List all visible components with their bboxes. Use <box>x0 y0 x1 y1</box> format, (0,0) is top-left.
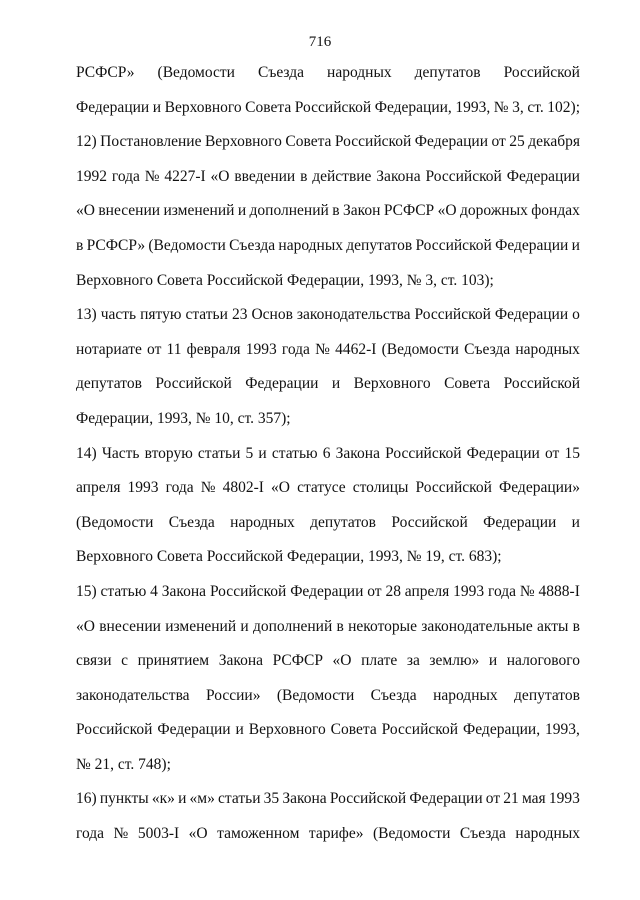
word: 102); <box>547 98 580 116</box>
word: народных <box>433 686 498 704</box>
word: 1993, <box>545 721 580 739</box>
word: и <box>488 652 498 670</box>
word: 4227-I <box>164 167 206 185</box>
word: № <box>144 167 160 185</box>
word: Федерации <box>466 444 540 462</box>
word: от <box>367 582 382 600</box>
word: нотариате <box>76 340 142 358</box>
word: 1993 <box>245 340 277 358</box>
word: Федерации <box>290 582 364 600</box>
word: Закона <box>282 790 327 808</box>
word: изменений <box>163 202 235 220</box>
word: депутатов <box>346 236 413 254</box>
word: народных <box>515 825 580 843</box>
word: Съезда <box>229 236 276 254</box>
word: в <box>332 202 340 220</box>
word: Федерации <box>495 236 569 254</box>
word: «О <box>332 652 352 670</box>
word: за <box>406 652 420 670</box>
word: Совета <box>245 98 292 116</box>
text-line <box>76 506 580 541</box>
word: Российской <box>503 375 580 393</box>
word: народных <box>327 64 392 81</box>
word: (Ведомости <box>372 825 451 843</box>
word: 16) <box>76 790 97 808</box>
word: от <box>544 444 560 462</box>
word: «О <box>210 167 230 185</box>
word: дополнений <box>249 202 329 220</box>
word: Федерации <box>76 98 150 116</box>
word: РСФСР» <box>86 236 146 254</box>
word: от <box>147 340 162 358</box>
word: законодательные <box>421 617 533 635</box>
word: РСФСР <box>383 202 435 220</box>
word: апреля <box>76 479 121 497</box>
word: Федерации <box>483 513 557 531</box>
word: и <box>571 236 580 254</box>
word: 35 <box>263 790 280 808</box>
word: дорожных <box>459 202 528 220</box>
word: Российской <box>385 444 462 462</box>
word: и <box>152 98 162 116</box>
word: 13) <box>76 306 97 324</box>
word: Федерации <box>245 375 319 393</box>
word: Съезда <box>464 340 511 358</box>
text-line <box>76 679 580 714</box>
word: 25 <box>509 133 525 151</box>
word: Верховного <box>248 721 326 739</box>
word: (Ведомости <box>276 686 355 704</box>
word: Российской <box>425 167 502 185</box>
word: года <box>165 479 194 497</box>
text-line: Верховного Совета Российской Федерации, 1993, № 3, ст. 103); <box>76 271 494 289</box>
word: 1993, <box>455 98 491 116</box>
word: 28 <box>385 582 401 600</box>
word: 3, <box>512 98 524 116</box>
word: изменений <box>165 617 237 635</box>
text-line <box>76 91 580 126</box>
word: Основ <box>251 306 293 324</box>
text-line <box>76 298 580 333</box>
word: (Ведомости <box>381 340 459 358</box>
word: Российской <box>381 721 459 739</box>
word: Закона <box>335 444 380 462</box>
text-line <box>76 125 580 160</box>
word: 4 <box>150 582 158 600</box>
word: России» <box>205 686 261 704</box>
word: 21 <box>503 790 519 808</box>
word: «О <box>271 479 290 497</box>
text-line <box>76 575 580 610</box>
word: Часть <box>101 444 140 462</box>
word: некоторые <box>348 617 417 635</box>
word: народных <box>230 513 295 531</box>
word: Российской <box>391 513 468 531</box>
word: вторую <box>144 444 193 462</box>
word: 23 <box>231 306 248 324</box>
word: 1993 <box>548 790 580 808</box>
word: и <box>331 375 341 393</box>
text-line <box>76 333 580 368</box>
word: года <box>487 582 517 600</box>
word: Закона <box>161 582 207 600</box>
word: от <box>491 133 506 151</box>
word: и <box>235 721 244 739</box>
word: законодательства <box>76 686 190 704</box>
word: Федерации <box>494 306 569 324</box>
text-line <box>76 437 580 472</box>
word: Постановление <box>100 133 202 151</box>
word: плате <box>361 652 398 670</box>
word: Федерации» <box>499 479 580 497</box>
word: РСФСР» <box>76 64 135 81</box>
word: 11 <box>166 340 182 358</box>
word: налогового <box>506 652 580 670</box>
word: 12) <box>76 133 97 151</box>
text-line <box>76 229 580 264</box>
word: от <box>485 790 501 808</box>
word: «О <box>437 202 457 220</box>
word: года <box>281 340 310 358</box>
text-line <box>76 160 580 195</box>
text-line: Федерации, 1993, № 10, ст. 357); <box>76 409 291 427</box>
word: 5003-I <box>137 825 180 843</box>
word: Российской <box>415 479 492 497</box>
text-line <box>76 713 580 748</box>
word: внесении <box>99 617 161 635</box>
word: Закон <box>342 202 381 220</box>
word: статью <box>100 582 147 600</box>
word: апреля <box>404 582 450 600</box>
text-line <box>76 471 580 506</box>
word: статью <box>271 444 318 462</box>
word: фондах <box>531 202 580 220</box>
word: депутатов <box>414 64 481 81</box>
word: в <box>572 617 580 635</box>
word: 1993 <box>127 479 159 497</box>
word: 1992 <box>76 167 107 185</box>
word: в <box>336 617 344 635</box>
word: «к» <box>151 790 175 808</box>
word: тарифе» <box>308 825 364 843</box>
word: в <box>76 236 84 254</box>
word: принятием <box>137 652 210 670</box>
word: «м» <box>189 790 215 808</box>
word: акты <box>537 617 569 635</box>
word: Российской <box>209 582 287 600</box>
word: о <box>572 306 580 324</box>
word: статьи <box>185 306 228 324</box>
word: Съезда <box>257 64 305 81</box>
word: землю» <box>429 652 480 670</box>
word: связи <box>76 652 112 670</box>
word: Российской <box>155 375 232 393</box>
word: мая <box>521 790 546 808</box>
word: народных <box>278 236 343 254</box>
word: 15 <box>564 444 580 462</box>
word: (Ведомости <box>76 513 154 531</box>
word: Федерации <box>414 133 488 151</box>
text-line <box>76 194 580 229</box>
word: Съезда <box>168 513 215 531</box>
word: Федерации <box>409 790 483 808</box>
word: 5 <box>245 444 254 462</box>
word: № <box>200 479 216 497</box>
word: Российской <box>414 306 491 324</box>
word: 6 <box>322 444 331 462</box>
word: Совета <box>444 375 491 393</box>
text-line: Верховного Совета Российской Федерации, 1993, № 19, ст. 683); <box>76 548 502 566</box>
word: действие <box>312 167 372 185</box>
word: № <box>315 340 330 358</box>
word: Федерации, <box>463 721 541 739</box>
word: и <box>240 617 249 635</box>
word: Верховного <box>164 98 242 116</box>
word: Совета <box>330 721 377 739</box>
word: Съезда <box>370 686 417 704</box>
word: таможенном <box>217 825 300 843</box>
word: 4888-I <box>538 582 580 600</box>
word: часть <box>100 306 137 324</box>
text-line <box>76 817 580 852</box>
word: Федерации, <box>374 98 452 116</box>
word: Закона <box>218 652 264 670</box>
word: Съезда <box>459 825 506 843</box>
word: с <box>121 652 129 670</box>
word: февраля <box>186 340 241 358</box>
word: «О <box>76 617 95 635</box>
word: Верховного <box>204 133 282 151</box>
word: Закона <box>376 167 421 185</box>
word: (Ведомости <box>157 64 235 81</box>
word: «О <box>188 825 208 843</box>
word: депутатов <box>310 513 376 531</box>
page-number: 716 <box>308 34 332 50</box>
word: пятую <box>140 306 182 324</box>
word: и <box>258 444 267 462</box>
word: декабря <box>528 133 580 151</box>
word: Российской <box>415 236 492 254</box>
word: Российской <box>329 790 407 808</box>
word: Российской <box>294 98 372 116</box>
word: народных <box>515 340 580 358</box>
word: Федерации <box>157 721 231 739</box>
document-body <box>76 56 580 852</box>
word: дополнений <box>252 617 333 635</box>
word: РСФСР <box>272 652 323 670</box>
word: Российской <box>334 133 412 151</box>
word: Верховного <box>353 375 431 393</box>
word: и <box>237 202 247 220</box>
word: (Ведомости <box>148 236 226 254</box>
word: № <box>493 98 509 116</box>
word: Федерации <box>506 167 580 185</box>
text-line <box>76 367 580 402</box>
word: столицы <box>352 479 409 497</box>
word: введении <box>234 167 296 185</box>
text-line <box>76 782 580 817</box>
word: Российской <box>503 64 580 81</box>
word: статьи <box>218 790 261 808</box>
word: 4462-I <box>335 340 377 358</box>
word: № <box>113 825 129 843</box>
word: года <box>111 167 140 185</box>
word: 15) <box>76 582 97 600</box>
text-line: № 21, ст. 748); <box>76 755 171 773</box>
word: Российской <box>76 721 153 739</box>
word: статьи <box>197 444 241 462</box>
text-line <box>76 56 580 91</box>
word: 1993 <box>453 582 485 600</box>
word: года <box>76 825 105 843</box>
word: депутатов <box>76 375 142 393</box>
word: законодательства <box>296 306 411 324</box>
word: ст. <box>527 98 544 116</box>
word: статусе <box>297 479 346 497</box>
word: 4802-I <box>222 479 264 497</box>
word: Совета <box>285 133 332 151</box>
word: депутатов <box>514 686 580 704</box>
text-line <box>76 644 580 679</box>
word: пункты <box>99 790 149 808</box>
word: 14) <box>76 444 97 462</box>
word: «О <box>76 202 95 220</box>
word: в <box>300 167 308 185</box>
word: № <box>519 582 535 600</box>
text-line <box>76 610 580 645</box>
word: и <box>178 790 187 808</box>
word: внесении <box>98 202 161 220</box>
word: и <box>571 513 580 531</box>
